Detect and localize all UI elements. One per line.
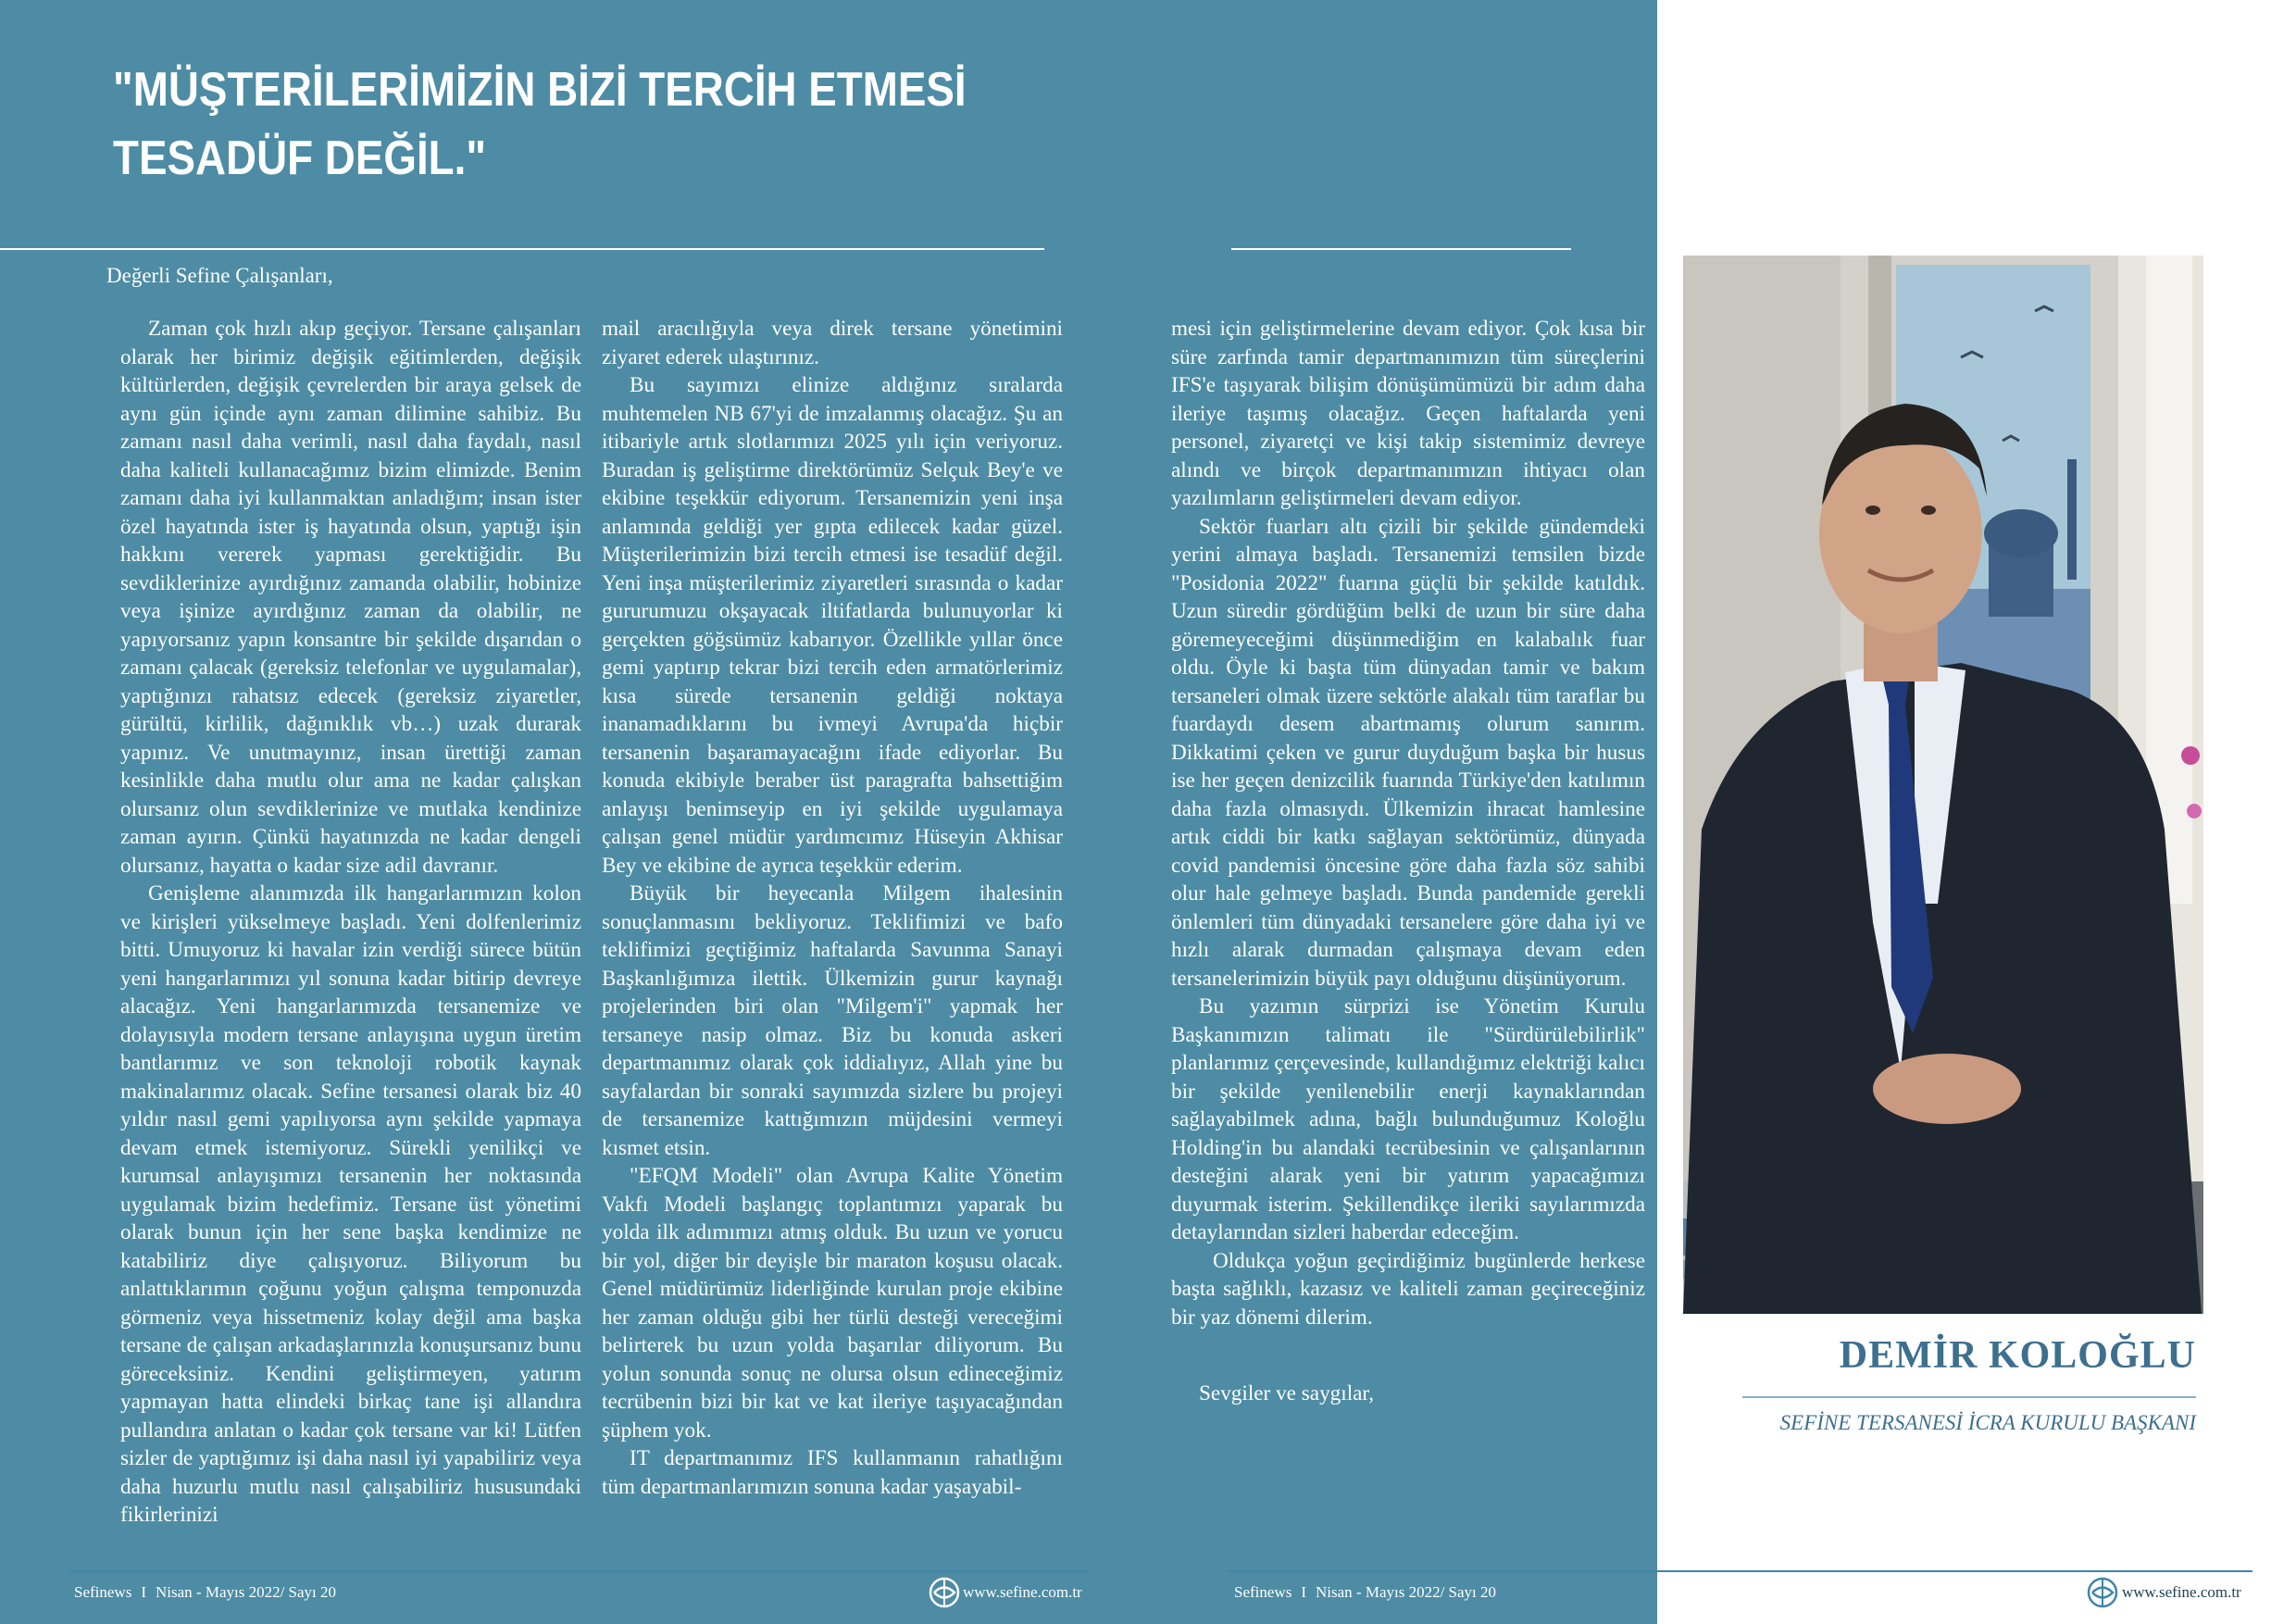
- sefine-logo-icon: [929, 1577, 960, 1608]
- footer-publication-left: [74, 1583, 336, 1602]
- headline-divider-left: [0, 248, 1044, 250]
- salutation: Değerli Sefine Çalışanları,: [106, 264, 333, 287]
- author-portrait-photo: [1683, 256, 2203, 1314]
- article-headline: [113, 56, 967, 193]
- paragraph: Zaman çok hızlı akıp geçiyor. Tersane çalışanları olarak her birimiz değişik eğitimlerden, değişik kültürlerden, değişik çevrelerden bir araya gelsek de aynı gün içinde aynı zaman dilimine sahibiz. Bu zamanı nasıl daha verimli, nasıl daha faydalı, nasıl daha kaliteli kullanacağımız bizim elimizde. Benim zamanı daha iyi kullanmaktan anladığım; insan ister özel hayatında ister iş hayatında olsun, yaptığı işin hakkını vererek yapması gerektiğidir. Bu sevdiklerinize ayırdığınız zamanda olabilir, hobinize veya işinize ayırdığınız zaman da olabilir, ne yapıyorsanız yapın konsantre bir şekilde dışarıdan o zamanı çalacak (gereksiz telefonlar ve uygulamalar), yaptığınızı rahatsız edecek (gereksiz ziyaretler, gürültü, kirlilik, dağınıklık vb…) uzak durarak yapınız. Ve unutmayınız, insan ürettiği zaman kesinlikle daha mutlu olur ama ne kadar çalışkan olursanız olun sevdiklerinize ve mutlaka kendinize zaman ayırın. Çünkü hayatınızda ne kadar dengeli olursanız, hayatta o kadar size adil davranır.: [120, 317, 581, 878]
- footer-publication-name: Sefinews: [1234, 1583, 1292, 1601]
- footer-divider-left: [69, 1570, 1090, 1572]
- headline-line-1: "MÜŞTERİLERİMİZİN BİZİ TERCİH ETMESİ: [113, 63, 967, 117]
- footer-publication-name: Sefinews: [74, 1583, 132, 1601]
- headline-line-2: TESADÜF DEĞİL.": [113, 131, 487, 185]
- article-column-3: [1171, 315, 1645, 1331]
- author-divider: [1742, 1396, 2196, 1398]
- footer-separator: I: [1301, 1583, 1306, 1601]
- paragraph: Bu sayımızı elinize aldığınız sıralarda muhtemelen NB 67'yi de imzalanmış olacağız. Şu an itibariyle artık slotlarımızı 2025 yılı için veriyoruz. Buradan iş geliştirme direktörümüz Selçuk Bey'e ve ekibine teşekkür ediyorum. Tersanemizin yeni inşa anlamında geldiği yer gıpta edilecek kadar güzel. Müşterilerimizin bizi tercih etmesi ise tesadüf değil. Yeni inşa müşterilerimiz ziyaretleri sırasında o kadar gururumuzu okşayacak iltifatlarda bulunuyorlar ki gerçekten göğsümüz kabarıyor. Özellikle yıllar önce gemi yaptırıp tekrar bizi tercih eden armatörlerimiz kısa sürede tersanenin geldiği noktaya inanamadıklarını bu ivmeyi Avrupa'da hiçbir tersanenin başaramayacağını ifade ediyorlar. Bu konuda ekibiyle beraber üst paragrafta bahsettiğim anlayışı benimseyip en iyi şekilde uygulamaya çalışan genel müdür yardımcımız Hüseyin Akhisar Bey ve ekibine de ayrıca teşekkür ederim.: [602, 373, 1063, 878]
- article-column-2: [602, 315, 1063, 1501]
- paragraph: mail aracılığıyla veya direk tersane yönetimini ziyaret ederek ulaştırınız.: [602, 317, 1063, 369]
- footer-issue: Nisan - Mayıs 2022/ Sayı 20: [1316, 1583, 1497, 1601]
- footer-divider-right: [1227, 1570, 2252, 1572]
- closing-line: Sevgiler ve saygılar,: [1199, 1381, 1375, 1405]
- footer-separator: I: [141, 1583, 146, 1601]
- paragraph: mesi için geliştirmelerine devam ediyor. Çok kısa bir süre zarfında tamir departmanımızın tüm süreçlerini IFS'e taşıyarak bilişim dönüşümümüzü bir adım daha ileriye taşımış olacağız. Geçen haftalarda yeni personel, ziyaretçi ve kişi takip sistemimiz devreye alındı ve birçok departmanımızın ihtiyacı olan yazılımların geliştirmeleri devam ediyor.: [1171, 317, 1645, 510]
- footer-url-right[interactable]: www.sefine.com.tr: [2122, 1583, 2241, 1601]
- paragraph: Bu yazımın sürprizi ise Yönetim Kurulu Başkanımızın talimatı ile "Sürdürülebilirlik" planlarımız çerçevesinde, kullandığımız elektriği kalıcı bir şekilde yenilenebilir enerji kaynaklarından sağlayabilmek adına, bağlı bulunduğumuz Koloğlu Holding'in bu alandaki tecrübesinin ve çalışanlarının desteğini alarak yeni bir yatırım yapacağımızı duyurmak isterim. Şekillendikçe ileriki sayılarımızda detaylarından sizleri haberdar edeceğim.: [1171, 994, 1645, 1244]
- paragraph: "EFQM Modeli" olan Avrupa Kalite Yönetim Vakfı Modeli başlangıç toplantımızı yaparak bu yolda ilk adımımızı atmış olduk. Bu uzun ve yorucu bir yol, diğer bir deyişle bir maraton koşusu olacak. Genel müdürümüz liderliğinde kurulan proje ekibine her zaman olduğu gibi her türlü desteği vereceğimi belirterek bu uzun yolda başarılar diliyorum. Bu yolun sonunda sonuç ne olursa olsun edineceğimiz tecrübenin bizi bir kat ve kat ileriye taşıyacağından şüphem yok.: [602, 1164, 1063, 1443]
- footer-publication-right: [1234, 1583, 1496, 1602]
- article-column-1: [120, 315, 581, 1530]
- author-title: SEFİNE TERSANESİ İCRA KURULU BAŞKANI: [1779, 1411, 2196, 1434]
- paragraph: Genişleme alanımızda ilk hangarlarımızın kolon ve kirişleri yükselmeye başladı. Yeni dolfenlerimiz bitti. Umuyoruz ki havalar izin verdiği sürece bütün yeni hangarlarımızı yıl sonuna kadar bitirip devreye alacağız. Yeni hangarlarımızda tersanemize ve dolayısıyla modern tersane anlayışına uygun üretim bantlarımız ve son teknoloji robotik kaynak makinalarımız olacak. Sefine tersanesi olarak biz 40 yıldır nasıl gemi yapılıyorsa aynı şekilde yapmaya devam etmek istemiyoruz. Sürekli yenilikçi ve kurumsal anlayışımızı tersanenin her noktasında uygulamak bizim hedefimiz. Tersane üst yönetimi olarak bunun için her sene başka kendimize ne katabiliriz diye çalışıyoruz. Biliyorum bu anlattıklarımın çoğunu yoğun çalışma temponuzda görmeniz veya hissetmeniz kolay değil ama başka tersane de çalışan arkadaşlarınızla konuşursanız bunu göreceksiniz. Kendini geliştirmeyen, yatırım yapmayan hatta elindeki birkaç tane işi allandıra pullandıra anlatan o kadar çok tersane var ki! Lütfen sizler de yaptığımız işi daha nasıl iyi yapabiliriz veya daha huzurlu mutlu nasıl çalışabiliriz hususundaki fikirlerinizi: [120, 881, 581, 1527]
- sefine-logo-icon: [2087, 1577, 2118, 1608]
- footer-issue: Nisan - Mayıs 2022/ Sayı 20: [156, 1583, 337, 1601]
- author-name: DEMİR KOLOĞLU: [1839, 1334, 2196, 1377]
- footer-url-left[interactable]: www.sefine.com.tr: [963, 1583, 1082, 1601]
- paragraph: Oldukça yoğun geçirdiğimiz bugünlerde herkese başta sağlıklı, kazasız ve kaliteli zaman geçireceğiniz bir yaz dönemi dilerim.: [1171, 1248, 1645, 1330]
- paragraph: Sektör fuarları altı çizili bir şekilde gündemdeki yerini almaya başladı. Tersanemizi temsilen bizde "Posidonia 2022" fuarına güçlü bir şekilde katıldık. Uzun süredir gördüğüm belki de uzun bir süre daha göremeyeceğimi düşünmediğim en kalabalık fuar oldu. Öyle ki başta tüm dünyadan tamir ve bakım tersaneleri olmak üzere sektörle alakalı tüm taraflar bu fuardaydı desem abartmamış olurum sanırım. Dikkatimi çeken ve gurur duyduğum başka bir husus ise her geçen denizcilik fuarında Türkiye'den katılımın daha fazla olmasıydı. Ülkemizin ihracat hamlesine artık ciddi bir katkı sağlayan sektörümüz, dünyada covid pandemisi öncesine göre daha fazla söz sahibi olur hale gelmeye başladı. Bunda pandemide gerekli önlemleri tüm dünyadaki tersanelere göre daha iyi ve hızlı alarak durmadan çalışmaya devam eden tersanelerimizin büyük payı olduğunu düşünüyorum.: [1171, 514, 1645, 991]
- paragraph: IT departmanımız IFS kullanmanın rahatlığını tüm departmanlarımızın sonuna kadar yaşayabil-: [602, 1446, 1063, 1499]
- portrait-illustration: [1683, 256, 2203, 1314]
- paragraph: Büyük bir heyecanla Milgem ihalesinin sonuçlanmasını bekliyoruz. Teklifimizi ve bafo teklifimizi geçtiğimiz haftalarda Savunma Sanayi Başkanlığımıza ilettik. Ülkemizin gurur kaynağı projelerinden biri olan "Milgem'i" yapmak her tersaneye nasip olmaz. Biz bu konuda askeri departmanımız olarak çok iddialıyız, Allah yine bu sayfalardan bir sonraki sayımızda sizlere bu projeyi de tersanemize kattığımızın müjdesini vermeyi kısmet etsin.: [602, 881, 1063, 1160]
- headline-divider-right: [1231, 248, 1571, 250]
